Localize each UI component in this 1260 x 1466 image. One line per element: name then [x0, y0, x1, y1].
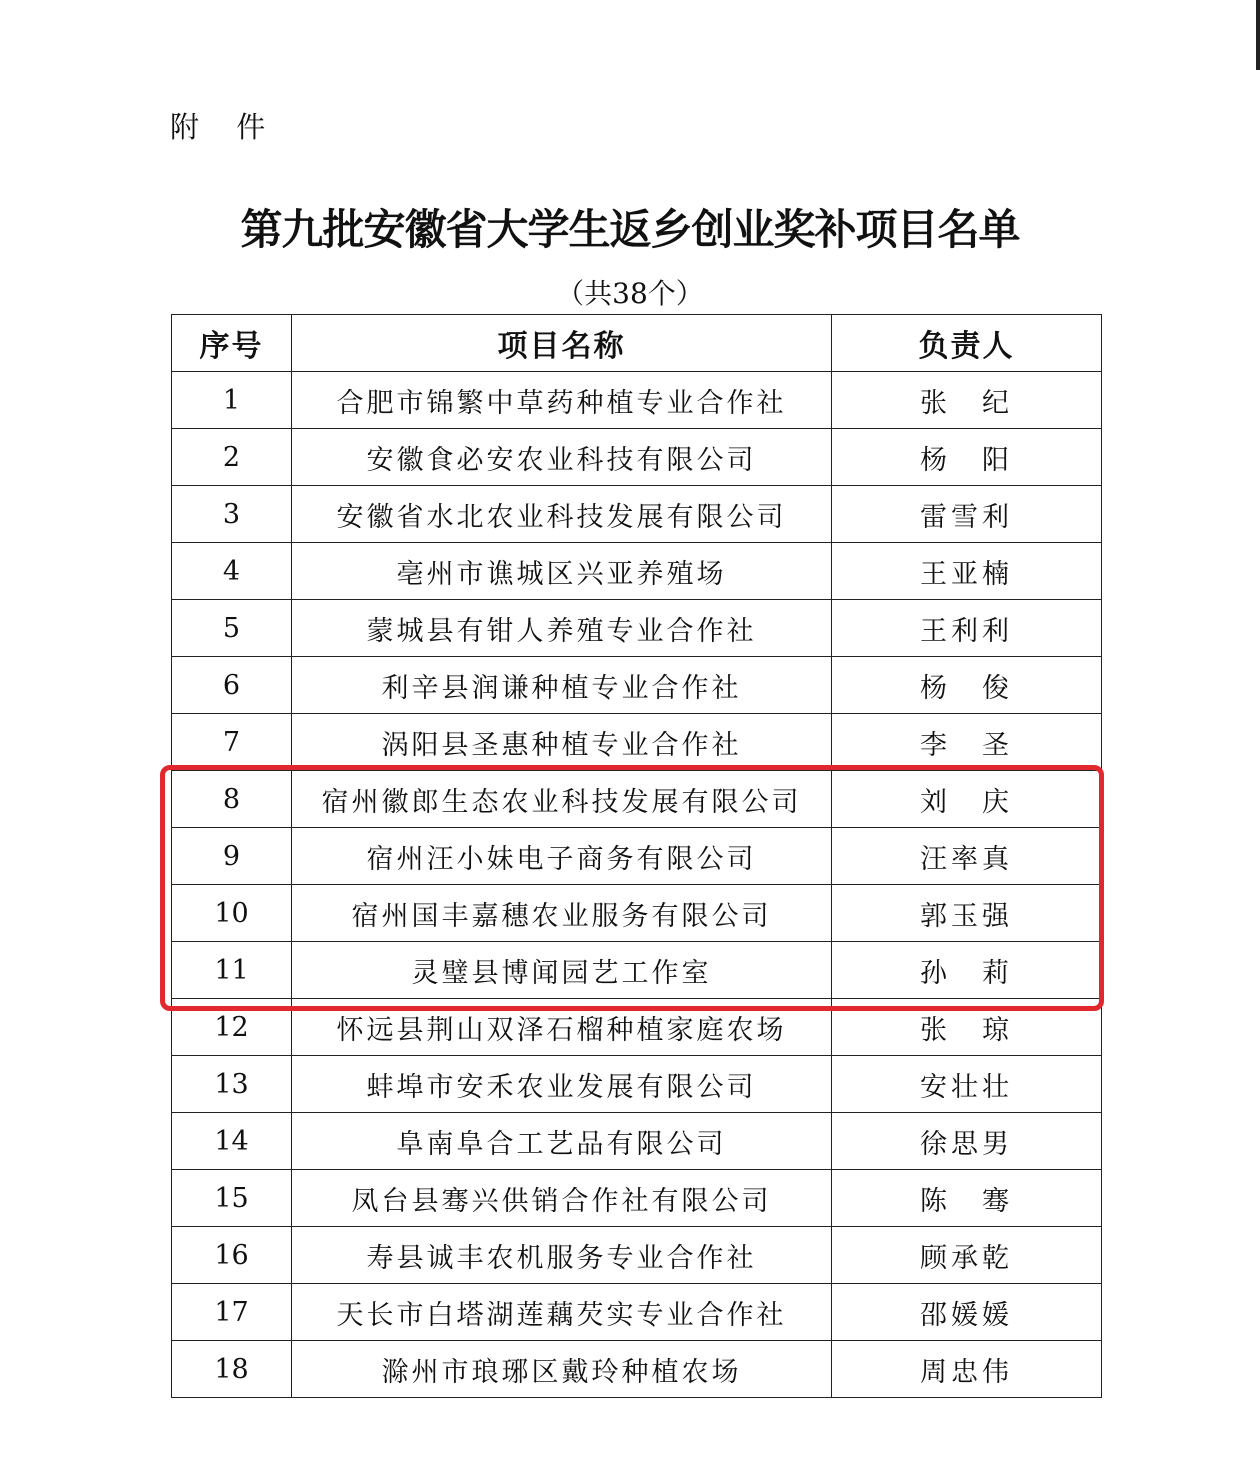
cell-project-name: 宿州汪小妹电子商务有限公司 — [292, 828, 832, 885]
cell-serial-number: 18 — [172, 1341, 292, 1398]
header-project-name: 项目名称 — [292, 315, 832, 372]
cell-project-name: 灵璧县博闻园艺工作室 — [292, 942, 832, 999]
document-subtitle: （共38个） — [556, 277, 704, 310]
cell-serial-number: 17 — [172, 1284, 292, 1341]
table-row — [172, 999, 1102, 1056]
cell-project-name: 阜南阜合工艺品有限公司 — [292, 1113, 832, 1170]
attachment-label: 附 件 — [170, 110, 280, 144]
cell-person-in-charge: 王亚楠 — [832, 543, 1102, 600]
cell-serial-number: 3 — [172, 486, 292, 543]
cell-person-in-charge: 张 纪 — [832, 372, 1102, 429]
table-row — [172, 1284, 1102, 1341]
table-row — [172, 1227, 1102, 1284]
cell-project-name: 蒙城县有钳人养殖专业合作社 — [292, 600, 832, 657]
cell-person-in-charge: 安壮壮 — [832, 1056, 1102, 1113]
cell-serial-number: 6 — [172, 657, 292, 714]
table-row — [172, 657, 1102, 714]
header-serial-number: 序号 — [172, 315, 292, 372]
cell-project-name: 利辛县润谦种植专业合作社 — [292, 657, 832, 714]
cell-serial-number: 8 — [172, 771, 292, 828]
table-row — [172, 1056, 1102, 1113]
cell-person-in-charge: 徐思男 — [832, 1113, 1102, 1170]
table-body — [172, 372, 1102, 1398]
cell-person-in-charge: 郭玉强 — [832, 885, 1102, 942]
cell-person-in-charge: 杨 俊 — [832, 657, 1102, 714]
cell-project-name: 怀远县荆山双泽石榴种植家庭农场 — [292, 999, 832, 1056]
table-row — [172, 1170, 1102, 1227]
cell-person-in-charge: 杨 阳 — [832, 429, 1102, 486]
cell-serial-number: 9 — [172, 828, 292, 885]
cell-project-name: 涡阳县圣惠种植专业合作社 — [292, 714, 832, 771]
cell-project-name: 安徽食必安农业科技有限公司 — [292, 429, 832, 486]
cell-project-name: 合肥市锦繁中草药种植专业合作社 — [292, 372, 832, 429]
cell-person-in-charge: 王利利 — [832, 600, 1102, 657]
table-row — [172, 1341, 1102, 1398]
cell-project-name: 蚌埠市安禾农业发展有限公司 — [292, 1056, 832, 1113]
cell-serial-number: 1 — [172, 372, 292, 429]
cell-person-in-charge: 汪率真 — [832, 828, 1102, 885]
cell-serial-number: 15 — [172, 1170, 292, 1227]
cell-person-in-charge: 刘 庆 — [832, 771, 1102, 828]
cell-serial-number: 13 — [172, 1056, 292, 1113]
table-header-row — [172, 315, 1102, 372]
page-edge-marker — [1256, 0, 1260, 70]
cell-serial-number: 12 — [172, 999, 292, 1056]
cell-project-name: 安徽省水北农业科技发展有限公司 — [292, 486, 832, 543]
table-row — [172, 429, 1102, 486]
header-person-in-charge: 负责人 — [832, 315, 1102, 372]
cell-serial-number: 10 — [172, 885, 292, 942]
table-row — [172, 942, 1102, 999]
cell-project-name: 天长市白塔湖莲藕芡实专业合作社 — [292, 1284, 832, 1341]
cell-project-name: 亳州市谯城区兴亚养殖场 — [292, 543, 832, 600]
cell-person-in-charge: 周忠伟 — [832, 1341, 1102, 1398]
cell-serial-number: 14 — [172, 1113, 292, 1170]
cell-person-in-charge: 顾承乾 — [832, 1227, 1102, 1284]
cell-person-in-charge: 张 琼 — [832, 999, 1102, 1056]
table-row — [172, 1113, 1102, 1170]
cell-serial-number: 7 — [172, 714, 292, 771]
cell-person-in-charge: 雷雪利 — [832, 486, 1102, 543]
project-list-table — [171, 314, 1102, 1398]
cell-project-name: 宿州国丰嘉穗农业服务有限公司 — [292, 885, 832, 942]
cell-serial-number: 2 — [172, 429, 292, 486]
table-row — [172, 828, 1102, 885]
table-row — [172, 885, 1102, 942]
cell-project-name: 宿州徽郎生态农业科技发展有限公司 — [292, 771, 832, 828]
cell-person-in-charge: 陈 骞 — [832, 1170, 1102, 1227]
cell-person-in-charge: 孙 莉 — [832, 942, 1102, 999]
table-row — [172, 714, 1102, 771]
cell-person-in-charge: 李 圣 — [832, 714, 1102, 771]
table-row — [172, 771, 1102, 828]
cell-serial-number: 11 — [172, 942, 292, 999]
cell-project-name: 凤台县骞兴供销合作社有限公司 — [292, 1170, 832, 1227]
table-row — [172, 486, 1102, 543]
table-row — [172, 372, 1102, 429]
cell-project-name: 滁州市琅琊区戴玲种植农场 — [292, 1341, 832, 1398]
table-row — [172, 600, 1102, 657]
document-title: 第九批安徽省大学生返乡创业奖补项目名单 — [240, 205, 1020, 254]
cell-serial-number: 5 — [172, 600, 292, 657]
cell-serial-number: 4 — [172, 543, 292, 600]
cell-person-in-charge: 邵媛媛 — [832, 1284, 1102, 1341]
table-row — [172, 543, 1102, 600]
cell-project-name: 寿县诚丰农机服务专业合作社 — [292, 1227, 832, 1284]
cell-serial-number: 16 — [172, 1227, 292, 1284]
